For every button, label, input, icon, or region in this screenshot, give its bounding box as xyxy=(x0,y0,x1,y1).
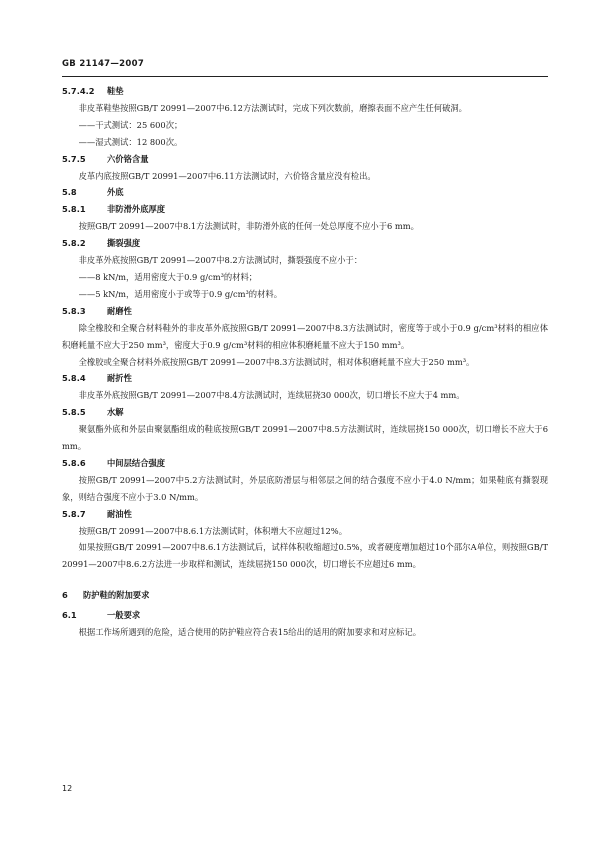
list-item: ——湿式测试：12 800次。 xyxy=(78,136,183,147)
section-title: 非防滑外底厚度 xyxy=(107,204,166,215)
section-title: 水解 xyxy=(107,407,124,418)
section-number: 6.1 xyxy=(62,610,77,621)
section-number: 5.8.1 xyxy=(62,204,86,215)
paragraph: 除全橡胶和全聚合材料鞋外的非皮革外底按照GB/T 20991—2007中8.3方法测试时，密度等于或小于0.9 g/cm³材料的相应体积磨耗量不应大于250 mm³，密度大于0.9 g/cm³材料的相应体积磨耗量不应大于150 mm³。 xyxy=(62,322,548,350)
list-item: ——干式测试：25 600次； xyxy=(78,119,183,130)
heading-5-7-4-2 xyxy=(62,83,548,100)
section-title: 外底 xyxy=(107,187,124,198)
heading-6-1 xyxy=(62,607,548,624)
section-title: 耐折性 xyxy=(107,373,132,384)
section-title: 防护鞋的附加要求 xyxy=(83,590,150,601)
heading-5-8-6 xyxy=(62,455,548,472)
section-title: 中间层结合强度 xyxy=(107,457,166,468)
section-number: 5.8.3 xyxy=(62,305,86,316)
header-rule xyxy=(62,76,548,77)
section-number: 5.8.5 xyxy=(62,407,86,418)
page-number: 12 xyxy=(62,784,73,793)
heading-5-8-2 xyxy=(62,235,548,252)
paragraph: 全橡胶或全聚合材料外底按照GB/T 20991—2007中8.3方法测试时，相对体积磨耗量不应大于250 mm³。 xyxy=(78,356,475,367)
section-number: 6 xyxy=(62,590,68,601)
heading-5-8 xyxy=(62,184,548,201)
heading-5-7-5 xyxy=(62,151,548,168)
section-number: 5.8.4 xyxy=(62,373,86,384)
heading-5-8-5 xyxy=(62,404,548,421)
paragraph: 按照GB/T 20991—2007中8.1方法测试时，非防滑外底的任何一处总厚度不应小于6 mm。 xyxy=(78,221,419,232)
paragraph: 皮革内底按照GB/T 20991—2007中6.11方法测试时，六价铬含量应没有检出。 xyxy=(78,170,376,181)
heading-5-8-7 xyxy=(62,506,548,523)
paragraph: 按照GB/T 20991—2007中5.2方法测试时，外层底防滑层与相邻层之间的结合强度不应小于4.0 N/mm；如果鞋底有撕裂现象，则结合强度不应小于3.0 N/mm。 xyxy=(62,474,548,502)
section-number: 5.7.4.2 xyxy=(62,86,95,96)
paragraph: 非皮革鞋垫按照GB/T 20991—2007中6.12方法测试时，完成下列次数前，磨擦表面不应产生任何破洞。 xyxy=(78,102,467,113)
section-number: 5.8.6 xyxy=(62,457,86,468)
section-title: 六价铬含量 xyxy=(107,153,149,164)
paragraph: 聚氨酯外底和外层由聚氨酯组成的鞋底按照GB/T 20991—2007中8.5方法测试时，连续屈挠150 000次，切口增长不应大于6 mm。 xyxy=(62,424,548,452)
section-title: 鞋垫 xyxy=(107,86,124,96)
section-number: 5.8 xyxy=(62,187,77,198)
paragraph: 根据工作场所遇到的危险，适合使用的防护鞋应符合表15给出的适用的附加要求和对应标记。 xyxy=(78,627,422,638)
section-title: 一般要求 xyxy=(107,610,141,621)
list-item: ——5 kN/m，适用密度小于或等于0.9 g/cm³的材料。 xyxy=(78,288,282,299)
section-number: 5.8.2 xyxy=(62,238,86,249)
section-title: 撕裂强度 xyxy=(107,238,141,249)
paragraph: 如果按照GB/T 20991—2007中8.6.1方法测试后，试样体积收缩超过0.5%，或者硬度增加超过10个邵尔A单位，则按照GB/T 20991—2007中8.6.2方法进一步取样和测试，连续屈挠150 000次，切口增长不应超过6 mm。 xyxy=(62,542,548,570)
heading-5-8-1 xyxy=(62,201,548,218)
paragraph: 按照GB/T 20991—2007中8.6.1方法测试时，体积增大不应超过12%。 xyxy=(78,525,347,536)
section-number: 5.7.5 xyxy=(62,153,86,164)
page-content xyxy=(62,83,548,641)
spacer xyxy=(62,573,548,579)
section-title: 耐油性 xyxy=(107,508,132,519)
paragraph: 非皮革外底按照GB/T 20991—2007中8.2方法测试时，撕裂强度不应小于： xyxy=(78,255,363,266)
standard-header: GB 21147—2007 xyxy=(62,59,145,69)
section-number: 5.8.7 xyxy=(62,508,86,519)
section-title: 耐磨性 xyxy=(107,305,132,316)
heading-6 xyxy=(62,587,548,604)
list-item: ——8 kN/m，适用密度大于0.9 g/cm³的材料； xyxy=(78,271,258,282)
paragraph: 非皮革外底按照GB/T 20991—2007中8.4方法测试时，连续屈挠30 000次，切口增长不应大于4 mm。 xyxy=(78,390,465,401)
heading-5-8-3 xyxy=(62,303,548,320)
heading-5-8-4 xyxy=(62,370,548,387)
